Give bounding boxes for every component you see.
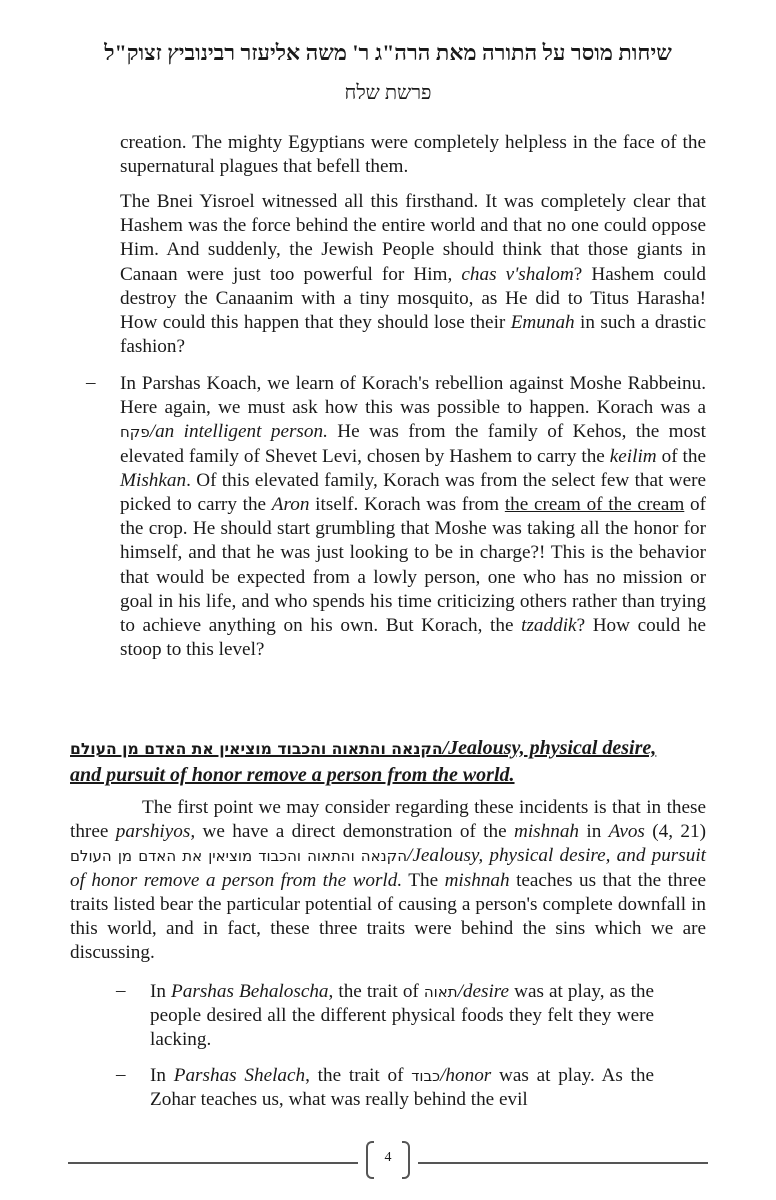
footer-rule-left	[68, 1162, 358, 1164]
running-header-parsha: פרשת שלח	[344, 82, 432, 104]
footer-rule-right	[418, 1162, 708, 1164]
paragraph-korach: In Parshas Koach, we learn of Korach's rebellion against Moshe Rabbeinu. Here again, we must ask how this was possible to happen. Korach was a פקח/an intelligent person. He was from the family of Kehos, the most elevated family of Shevet Levi, chosen by Hashem to carry the keilim of the Mishkan. Of this elevated family, Korach was from the select few that were picked to carry the Aron itself. Korach was from the cream of the cream of the crop. He should start grumbling that Moshe was taking all the honor for himself, and that he was just looking to be in charge?! This is the behavior that would be expected from a lowly person, one who has no mission or goal in his life, and who spends his time criticizing others rather than trying to achieve anything on his own. But Korach, the tzaddik? How could he stoop to this level?	[120, 373, 706, 661]
bullet-dash: –	[116, 1064, 126, 1085]
bullet-dash: –	[86, 372, 96, 393]
footer-bracket-left	[366, 1141, 374, 1179]
page-number: 4	[384, 1150, 392, 1165]
footer-bracket-right	[402, 1141, 410, 1179]
paragraph-first-point: The first point we may consider regarding these incidents is that in these three parshiyos, we have a direct demonstration of the mishnah in Avos (4, 21) הקנאה והתאוה והכבוד מוציאין את האדם מן העולם/Jealousy, physical desire, and pursuit of honor remove a person from the world. The mishnah teaches us that the three traits listed bear the particular potential of causing a person's complete downfall in this world, and in fact, these three traits were behind the sins which we are discussing.	[70, 797, 707, 964]
paragraph-creation: creation. The mighty Egyptians were completely helpless in the face of the supernatural plagues that befell them.	[120, 132, 706, 178]
paragraph-bnei-yisroel: The Bnei Yisroel witnessed all this firsthand. It was completely clear that Hashem was the force behind the entire world and that no one could oppose Him. And suddenly, the Jewish People should think that those giants in Canaan were just too powerful for Him, chas v'shalom? Hashem could destroy the Canaanim with a tiny mosquito, as He did to Titus Harasha! How could this happen that they should lose their Emunah in such a drastic fashion?	[120, 191, 706, 358]
running-header-title: שיחות מוסר על התורה מאת הרה"ג ר' משה אליעזר רבינוביץ זצוק"ל	[104, 40, 672, 65]
bullet-dash: –	[116, 980, 126, 1001]
list-item-behaloscha: In Parshas Behaloscha, the trait of תאוה/desire was at play, as the people desired all the different physical foods they felt they were lacking.	[150, 981, 655, 1051]
section-heading: הקנאה והתאוה והכבוד מוציאין את האדם מן העולם/Jealousy, physical desire, and pursuit of honor remove a person from the world.	[70, 737, 657, 786]
list-item-shelach: In Parshas Shelach, the trait of כבוד/honor was at play. As the Zohar teaches us, what was really behind the evil	[150, 1065, 654, 1111]
